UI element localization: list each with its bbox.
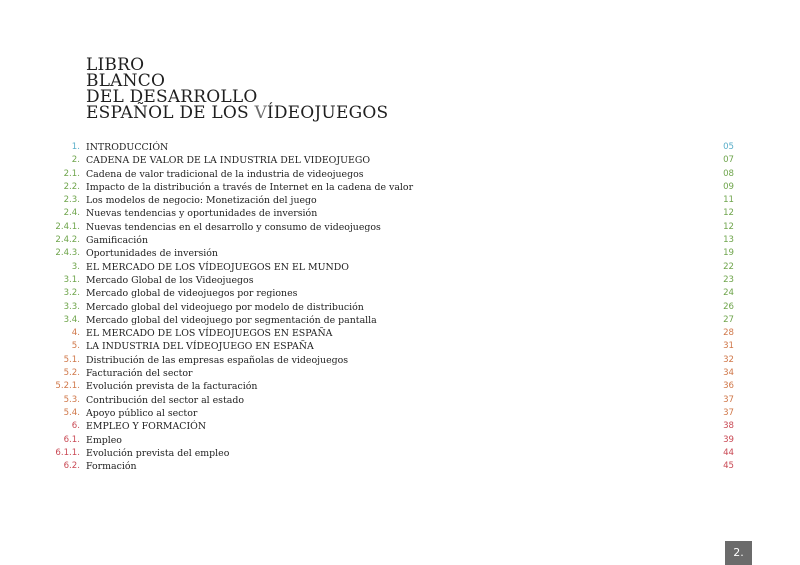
toc-entry[interactable] [40, 168, 740, 181]
toc-entry-number: 6.1.1. [55, 447, 80, 458]
toc-entry-title: INTRODUCCIÓN [86, 142, 169, 153]
toc-entry-title: LA INDUSTRIA DEL VÍDEOJUEGO EN ESPAÑA [86, 341, 314, 353]
toc-entry[interactable] [40, 394, 740, 407]
toc-entry[interactable] [40, 207, 740, 220]
toc-entry[interactable] [40, 287, 740, 300]
toc-entry-number: 1. [71, 142, 80, 152]
toc-entry[interactable] [40, 460, 740, 473]
toc-entry[interactable] [40, 434, 740, 447]
toc-entry[interactable] [40, 261, 740, 274]
toc-entry-number: 5. [71, 341, 80, 352]
toc-entry-number: 5.2. [63, 368, 80, 379]
toc-entry-number: 2.1. [63, 168, 80, 179]
toc-entry-number: 4. [71, 328, 80, 339]
toc-entry-number: 3.2. [63, 288, 80, 299]
toc-entry[interactable] [40, 194, 740, 207]
toc-entry[interactable] [40, 407, 740, 420]
toc-entry-page: 05 [723, 142, 734, 152]
toc-entry-title: Evolución prevista del empleo [86, 447, 230, 459]
toc-entry-number: 3. [71, 261, 80, 272]
toc-entry[interactable] [40, 447, 740, 460]
toc-entry-page: 44 [723, 447, 734, 458]
toc-entry-title: Contribución del sector al estado [86, 394, 244, 406]
toc-entry-page: 31 [723, 341, 734, 352]
toc-entry-title: Mercado Global de los Videojuegos [86, 274, 254, 286]
toc-entry-number: 5.4. [63, 407, 80, 418]
toc-entry[interactable] [40, 154, 740, 167]
toc-entry-title: Evolución prevista de la facturación [86, 381, 258, 393]
toc-entry[interactable] [40, 141, 740, 154]
toc-entry-title: Apoyo público al sector [86, 407, 198, 419]
toc-entry-page: 26 [723, 301, 734, 312]
toc-entry[interactable] [40, 247, 740, 260]
toc-entry[interactable] [40, 340, 740, 353]
toc-entry-title: EL MERCADO DE LOS VÍDEOJUEGOS EN EL MUNDO [86, 261, 349, 273]
toc-entry-number: 2.3. [63, 195, 80, 206]
toc-entry-number: 2.4.2. [55, 235, 80, 246]
toc-entry[interactable] [40, 314, 740, 327]
toc-entry-page: 37 [723, 394, 734, 405]
toc-entry[interactable] [40, 221, 740, 234]
toc-entry-page: 36 [723, 381, 734, 392]
toc-entry-number: 2.4. [63, 208, 80, 219]
toc-entry-title: Formación [86, 461, 137, 473]
toc-entry[interactable] [40, 367, 740, 380]
toc-entry-page: 13 [723, 235, 734, 246]
toc-entry-page: 45 [723, 461, 734, 472]
document-title [86, 57, 388, 121]
title-line-1: LIBRO [86, 55, 145, 75]
toc-entry-page: 09 [723, 181, 734, 192]
toc-entry-number: 2.4.3. [55, 248, 80, 259]
toc-entry-title: EL MERCADO DE LOS VÍDEOJUEGOS EN ESPAÑA [86, 328, 333, 340]
toc-entry-title: Mercado global de videojuegos por regiones [86, 288, 298, 300]
toc-entry-page: 39 [723, 434, 734, 445]
page-number-badge: 2. [725, 541, 752, 565]
toc-entry-number: 2.2. [63, 181, 80, 192]
toc-entry-page: 28 [723, 328, 734, 339]
toc-entry-page: 19 [723, 248, 734, 259]
title-line-4-end: ÍDEOJUEGOS [266, 103, 389, 123]
toc-entry-page: 24 [723, 288, 734, 299]
toc-entry-page: 23 [723, 274, 734, 285]
toc-entry[interactable] [40, 234, 740, 247]
toc-entry-title: Empleo [86, 434, 122, 446]
toc-entry-number: 5.2.1. [55, 381, 80, 392]
toc-entry-number: 6. [71, 421, 80, 432]
toc-entry-number: 6.2. [63, 461, 80, 472]
toc-entry-page: 32 [723, 354, 734, 365]
toc-entry-page: 07 [723, 155, 734, 166]
toc-entry-title: EMPLEO Y FORMACIÓN [86, 421, 207, 433]
toc-entry-page: 34 [723, 368, 734, 379]
toc-entry-title: Mercado global del videojuego por modelo de distribución [86, 301, 364, 313]
toc-entry-number: 5.3. [63, 394, 80, 405]
toc-entry-number: 3.1. [63, 274, 80, 285]
toc-entry[interactable] [40, 420, 740, 433]
toc-entry-page: 12 [723, 221, 734, 232]
toc-entry-page: 12 [723, 208, 734, 219]
toc-entry-number: 3.4. [63, 314, 80, 325]
toc-entry-title: Impacto de la distribución a través de Internet en la cadena de valor [86, 181, 414, 193]
toc-entry-number: 3.3. [63, 301, 80, 312]
toc-entry-title: Facturación del sector [86, 368, 193, 380]
toc-entry-title: Mercado global del videojuego por segmentación de pantalla [86, 314, 377, 326]
title-line-3: DEL DESARROLLO [86, 87, 258, 107]
toc-entry-page: 22 [723, 261, 734, 272]
title-accent-letter: V [254, 103, 267, 123]
toc-entry-title: Oportunidades de inversión [86, 248, 218, 260]
toc-entry[interactable] [40, 327, 740, 340]
toc-entry-title: Cadena de valor tradicional de la industria de videojuegos [86, 168, 364, 180]
toc-entry-number: 2. [71, 155, 80, 166]
toc-entry-title: CADENA DE VALOR DE LA INDUSTRIA DEL VIDEOJUEGO [86, 155, 371, 167]
toc-entry-page: 27 [723, 314, 734, 325]
toc-entry-title: Distribución de las empresas españolas de videojuegos [86, 354, 349, 366]
toc-entry[interactable] [40, 354, 740, 367]
toc-entry-title: Nuevas tendencias en el desarrollo y consumo de videojuegos [86, 221, 381, 233]
table-of-contents [40, 141, 740, 473]
title-line-2: BLANCO [86, 71, 166, 91]
toc-entry[interactable] [40, 274, 740, 287]
toc-entry-number: 5.1. [63, 354, 80, 365]
toc-entry-page: 11 [723, 195, 734, 206]
title-line-4-start: ESPAÑOL DE LOS [86, 103, 255, 123]
toc-entry-number: 2.4.1. [55, 221, 80, 232]
toc-entry-title: Los modelos de negocio: Monetización del juego [86, 195, 317, 207]
toc-entry-page: 37 [723, 407, 734, 418]
toc-entry-page: 08 [723, 168, 734, 179]
toc-entry-page: 38 [723, 421, 734, 432]
toc-entry[interactable] [40, 181, 740, 194]
title-line-4 [86, 105, 388, 121]
toc-entry-title: Gamificación [86, 235, 148, 247]
toc-entry[interactable] [40, 301, 740, 314]
toc-entry[interactable] [40, 380, 740, 393]
toc-entry-number: 6.1. [63, 434, 80, 445]
toc-entry-title: Nuevas tendencias y oportunidades de inversión [86, 208, 318, 220]
